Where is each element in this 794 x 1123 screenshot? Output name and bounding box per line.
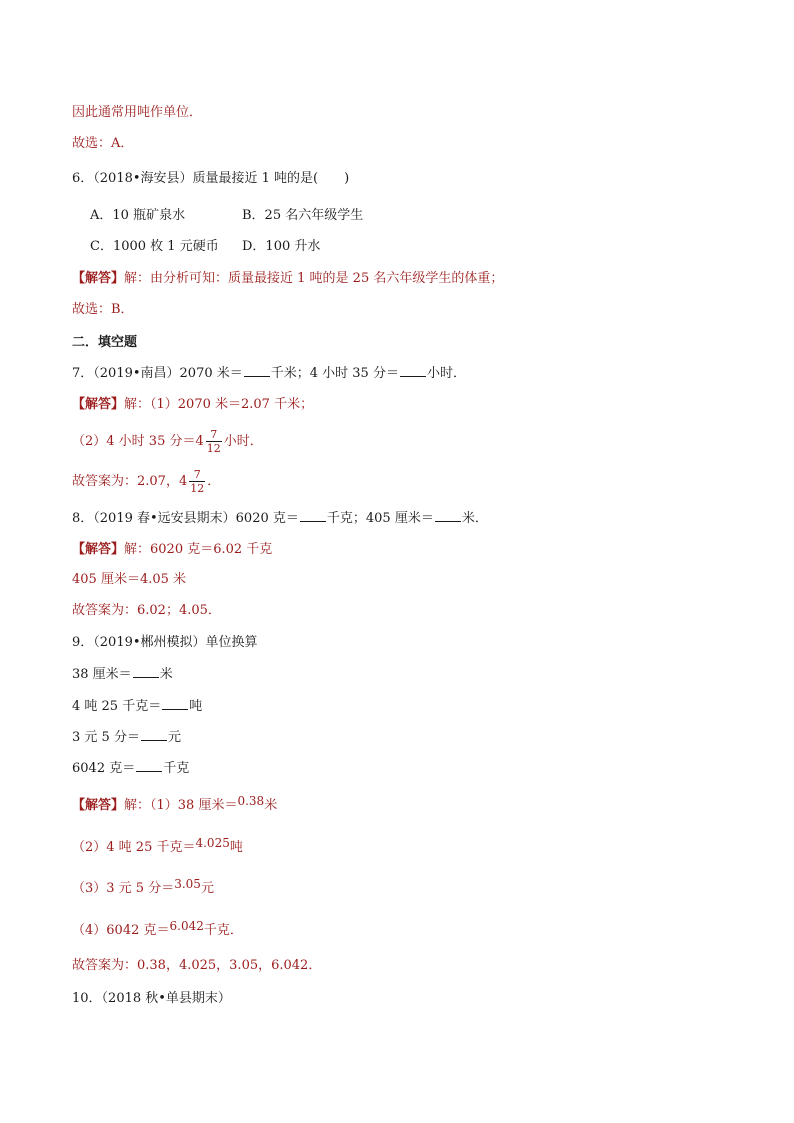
question-9-item: 4 吨 25 千克＝ 吨 [72,699,203,714]
question-9: 9．（2019•郴州模拟）单位换算 [72,635,258,650]
question-8: 8．（2019 春•远安县期末）6020 克＝ 千克；405 厘米＝ 米． [72,511,488,526]
answer-blank [435,509,461,522]
answer-8-line2: 405 厘米＝4.05 米 [72,572,187,587]
option-b: B．25 名六年级学生 [242,208,364,223]
answer-8-result: 故答案为：6.02；4.05． [72,603,221,618]
option-c: C．1000 枚 1 元硬币 [90,239,219,254]
answer-tag: 【解答】 [72,271,125,286]
question-9-item: 6042 克＝ 千克 [72,761,190,776]
answer-8: 【解答】解：6020 克＝6.02 千克 [72,542,273,557]
answer-6: 【解答】解：由分析可知：质量最接近 1 吨的是 25 名六年级学生的体重； [72,271,504,286]
question-9-item: 3 元 5 分＝ 元 [72,730,181,745]
question-7: 7．（2019•南昌）2070 米＝ 千米；4 小时 35 分＝ 小时． [72,366,466,381]
answer-tag: 【解答】 [72,542,125,557]
question-9-item: 38 厘米＝ 米 [72,667,173,682]
option-d: D．100 升水 [242,239,321,254]
answer-blank [244,364,270,377]
answer-blank [133,665,159,678]
answer-selection: 故选：A． [72,136,134,151]
answer-blank [300,509,326,522]
answer-7-part2: （2）4 小时 35 分＝4 $\frac{7}{12}$ 小时． [72,428,263,455]
answer-tag: 【解答】 [72,798,125,813]
answer-7: 【解答】解：（1）2070 米＝2.07 千米； [72,397,314,412]
answer-9-result: 故答案为：0.38，4.025，3.05，6.042． [72,958,322,973]
question-10: 10．（2018 秋•单县期末） [72,991,231,1006]
answer-blank [400,364,426,377]
answer-blank [162,697,188,710]
answer-9-part4: （4）6042 克＝6.042千克． [72,919,243,938]
option-a: A．10 瓶矿泉水 [90,208,186,223]
answer-9-part3: （3）3 元 5 分＝3.05元 [72,877,214,896]
answer-9-part2: （2）4 吨 25 千克＝4.025吨 [72,836,243,855]
fraction: $\frac{7}{12}$ [190,468,205,495]
answer-blank [136,759,162,772]
answer-7-result: 故答案为：2.07，4 $\frac{7}{12}$ ． [72,468,221,495]
fraction: $\frac{7}{12}$ [206,428,221,455]
section-title: 二．填空题 [72,335,138,350]
answer-6-selection: 故选：B． [72,302,134,317]
answer-9: 【解答】解：（1）38 厘米＝0.38米 [72,794,278,813]
question-6: 6．（2018•海安县）质量最接近 1 吨的是( ) [72,171,350,186]
answer-blank [141,728,167,741]
answer-line: 因此通常用吨作单位． [72,105,203,120]
answer-tag: 【解答】 [72,397,125,412]
